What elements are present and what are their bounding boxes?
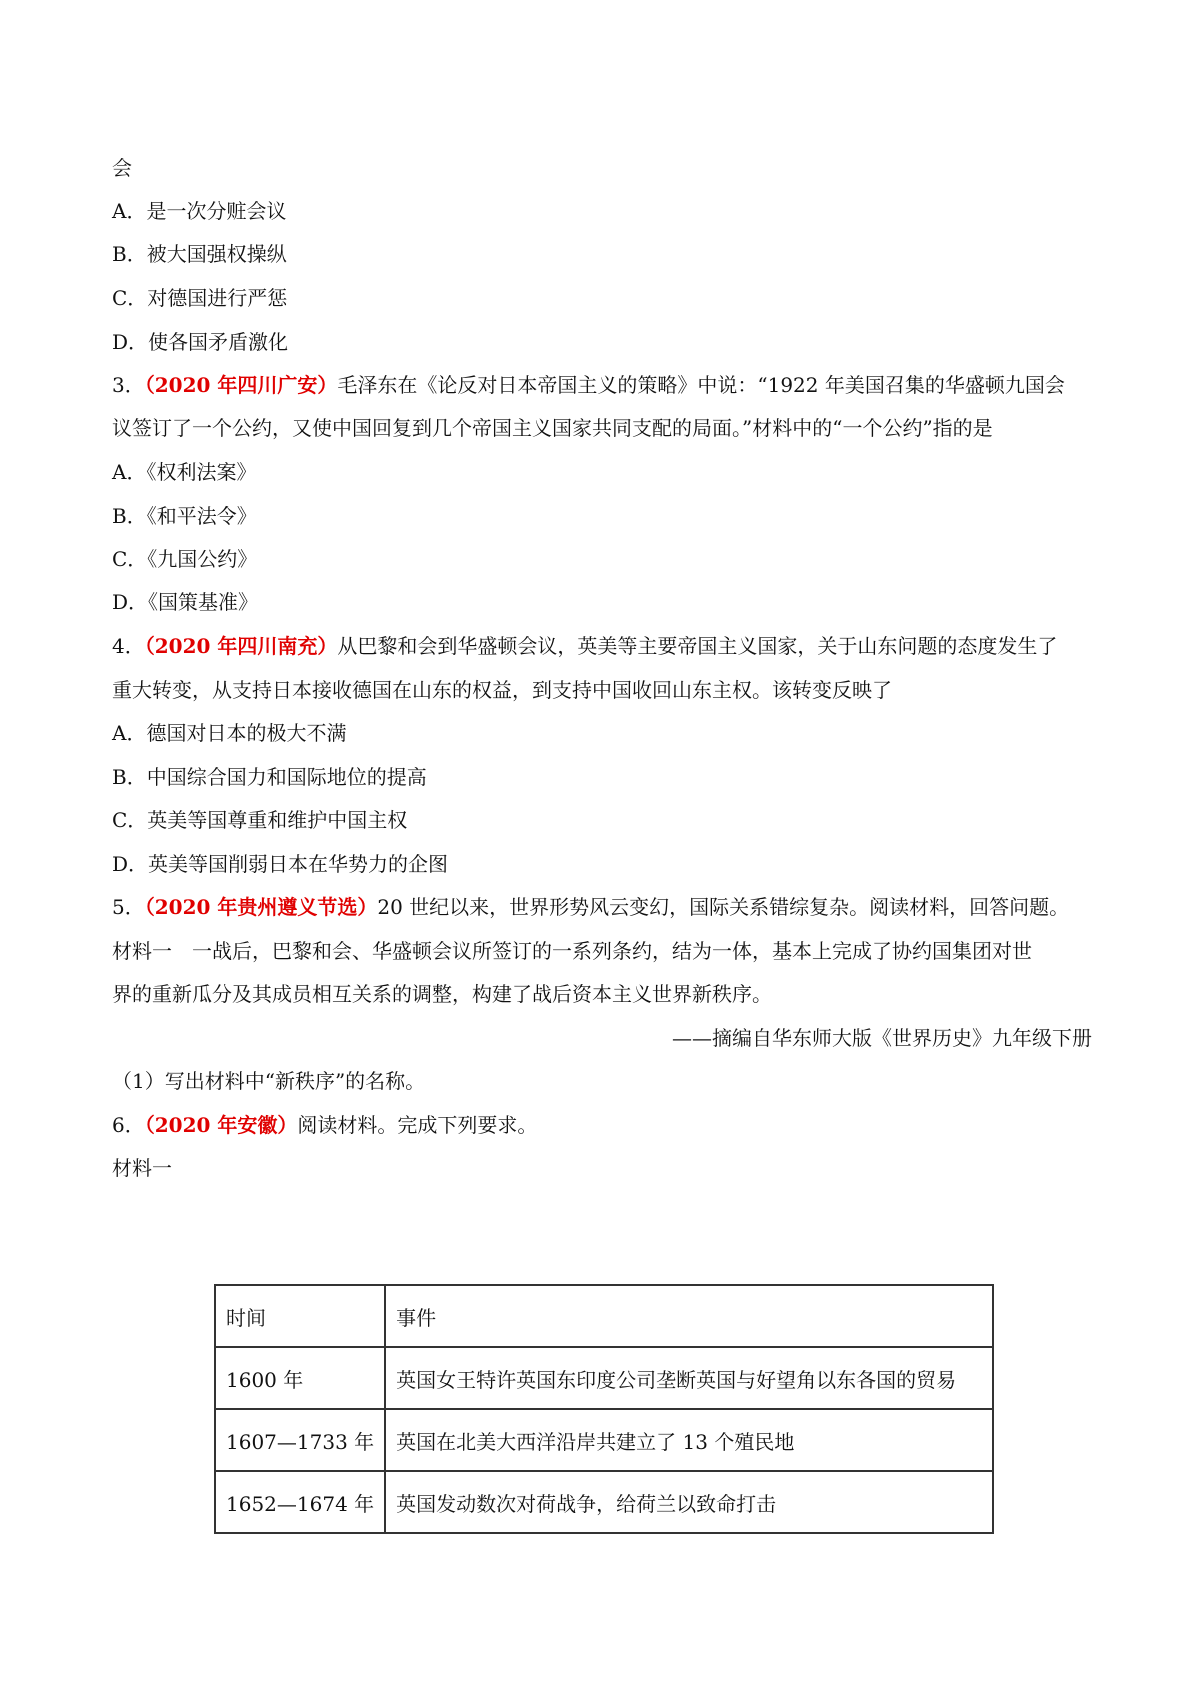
q2-option-b: B．被大国强权操纵: [112, 242, 287, 266]
q5-number: 5．: [112, 895, 145, 919]
q4-option-a: A．德国对日本的极大不满: [112, 721, 347, 745]
q3-option-b: B．《和平法令》: [112, 504, 257, 528]
q4-source: （2020 年四川南充）: [144, 634, 338, 658]
q3-stem-line1: [112, 371, 1065, 399]
q6-text: 阅读材料。完成下列要求。: [297, 1113, 538, 1137]
header-event: 事件: [385, 1285, 993, 1347]
q3-text: 毛泽东在《论反对日本帝国主义的策略》中说：“1922 年美国召集的华盛顿九国会: [337, 373, 1065, 397]
events-table: [214, 1284, 994, 1534]
q5-subquestion-1: （1）写出材料中“新秩序”的名称。: [112, 1069, 426, 1093]
q4-option-d: D．英美等国削弱日本在华势力的企图: [112, 852, 449, 876]
q5-text: 20 世纪以来，世界形势风云变幻，国际关系错综复杂。阅读材料，回答问题。: [377, 895, 1070, 919]
q5-material-line2: 界的重新瓜分及其成员相互关系的调整，构建了战后资本主义世界新秩序。: [112, 982, 772, 1006]
q4-option-c: C．英美等国尊重和维护中国主权: [112, 808, 408, 832]
q6-stem: [112, 1111, 537, 1139]
q6-number: 6．: [112, 1113, 145, 1137]
table-row: [215, 1347, 993, 1409]
q2-option-c: C．对德国进行严惩: [112, 286, 288, 310]
q4-number: 4．: [112, 634, 145, 658]
cell-time: 1607—1733 年: [215, 1409, 385, 1471]
q6-material-label: 材料一: [112, 1156, 172, 1180]
q3-stem-line2: 议签订了一个公约，又使中国回复到几个帝国主义国家共同支配的局面。”材料中的“一个公约”指的是: [112, 416, 993, 440]
q3-number: 3．: [112, 373, 145, 397]
cell-event: 英国发动数次对荷战争，给荷兰以致命打击: [385, 1471, 993, 1533]
q3-source: （2020 年四川广安）: [144, 373, 338, 397]
q2-option-d: D．使各国矛盾激化: [112, 330, 289, 354]
table-header-row: [215, 1285, 993, 1347]
cell-time: 1652—1674 年: [215, 1471, 385, 1533]
cell-time: 1600 年: [215, 1347, 385, 1409]
q3-option-d: D．《国策基准》: [112, 590, 259, 614]
table-row: [215, 1409, 993, 1471]
header-time: 时间: [215, 1285, 385, 1347]
q4-text: 从巴黎和会到华盛顿会议，英美等主要帝国主义国家，关于山东问题的态度发生了: [337, 634, 1058, 658]
q3-option-c: C．《九国公约》: [112, 547, 258, 571]
cell-event: 英国在北美大西洋沿岸共建立了 13 个殖民地: [385, 1409, 993, 1471]
q4-stem-line2: 重大转变，从支持日本接收德国在山东的权益，到支持中国收回山东主权。该转变反映了: [112, 678, 892, 702]
q3-option-a: A．《权利法案》: [112, 460, 257, 484]
q4-option-b: B．中国综合国力和国际地位的提高: [112, 765, 427, 789]
q4-stem-line1: [112, 632, 1057, 660]
continuation-text: 会: [112, 156, 132, 180]
cell-event: 英国女王特许英国东印度公司垄断英国与好望角以东各国的贸易: [385, 1347, 993, 1409]
q5-material-line1: 材料一 一战后，巴黎和会、华盛顿会议所签订的一系列条约，结为一体，基本上完成了协约国集团对世: [112, 939, 1032, 963]
table-row: [215, 1471, 993, 1533]
q5-stem: [112, 893, 1069, 921]
q2-option-a: A．是一次分赃会议: [112, 199, 287, 223]
q6-source: （2020 年安徽）: [144, 1113, 298, 1137]
q5-source: （2020 年贵州遵义节选）: [144, 895, 378, 919]
q5-citation: ——摘编自华东师大版《世界历史》九年级下册: [672, 1026, 1092, 1050]
